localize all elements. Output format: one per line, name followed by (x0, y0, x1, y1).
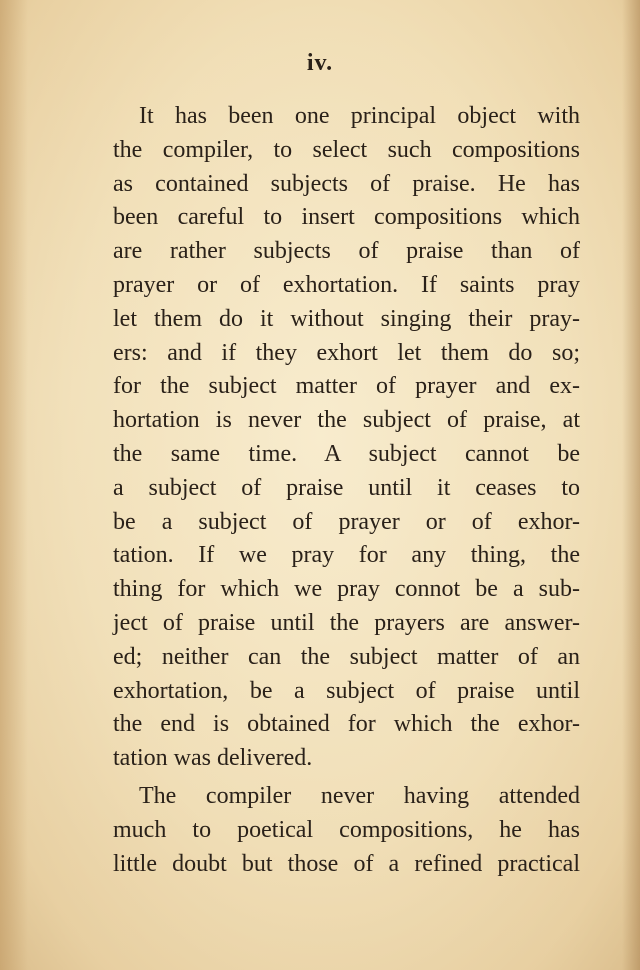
text-line: as contained subjects of praise. He has (113, 170, 580, 197)
text-line: prayer or of exhortation. If saints pray (113, 271, 580, 298)
text-line: the compiler, to select such compositions (113, 136, 580, 163)
body-text (113, 100, 580, 881)
text-line: been careful to insert compositions which (113, 204, 580, 231)
page-number: iv. (306, 50, 334, 76)
text-line: ed; neither can the subject matter of an (113, 643, 580, 670)
text-line: It has been one principal object with (139, 103, 580, 129)
text-line: little doubt but those of a refined practical (113, 850, 580, 877)
text-line: the end is obtained for which the exhor- (113, 711, 580, 738)
paragraph-1 (113, 100, 580, 776)
paragraph-2 (113, 780, 580, 881)
text-line: let them do it without singing their pray- (113, 305, 580, 332)
text-line: ers: and if they exhort let them do so; (113, 339, 580, 366)
text-line: hortation is never the subject of praise, at (113, 407, 580, 434)
text-line: are rather subjects of praise than of (113, 238, 580, 265)
text-line: a subject of praise until it ceases to (113, 474, 580, 501)
text-line: tation was delivered. (113, 745, 313, 772)
text-line: ject of praise until the prayers are answer- (113, 609, 580, 636)
text-line: be a subject of prayer or of exhor- (113, 508, 580, 535)
text-line: exhortation, be a subject of praise until (113, 677, 580, 704)
text-line: tation. If we pray for any thing, the (113, 542, 580, 569)
text-line: thing for which we pray connot be a sub- (113, 576, 580, 603)
text-line: the same time. A subject cannot be (113, 440, 580, 467)
text-line: The compiler never having attended (139, 782, 580, 809)
text-line: for the subject matter of prayer and ex- (113, 373, 580, 400)
text-line: much to poetical compositions, he has (113, 816, 580, 843)
